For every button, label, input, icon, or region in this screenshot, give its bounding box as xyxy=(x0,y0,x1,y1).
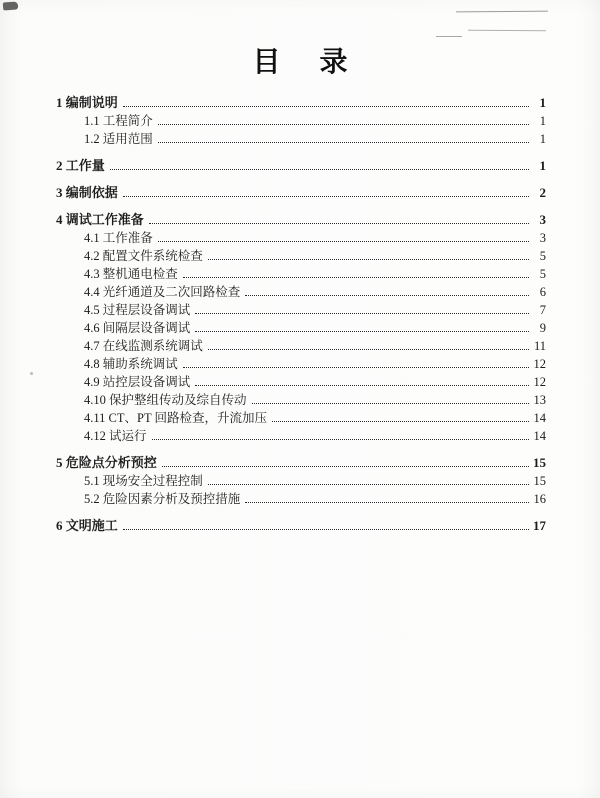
dot-leader xyxy=(208,259,529,260)
toc-entry xyxy=(56,184,546,202)
toc-entry xyxy=(56,229,546,247)
toc-entry-label: 4.12 试运行 xyxy=(84,429,147,443)
toc-entry-label: 4 调试工作准备 xyxy=(56,212,144,227)
toc-entry-page-number: 1 xyxy=(539,95,546,110)
toc-entry xyxy=(56,94,546,112)
toc-entry xyxy=(56,454,546,472)
toc-entry-label: 6 文明施工 xyxy=(56,518,118,533)
scan-artifact xyxy=(3,1,19,10)
toc-entry-page-number: 13 xyxy=(533,393,546,407)
dot-leader xyxy=(158,241,529,242)
toc-entry xyxy=(56,301,546,319)
toc-entry-label: 4.6 间隔层设备调试 xyxy=(84,321,191,335)
toc-entry-label: 4.3 整机通电检查 xyxy=(84,267,178,281)
toc-entry-label: 4.2 配置文件系统检查 xyxy=(84,249,203,263)
toc-entry xyxy=(56,472,546,490)
toc-entry xyxy=(56,391,546,409)
toc-entry-label: 4.7 在线监测系统调试 xyxy=(84,339,203,353)
toc-entry-page-number: 5 xyxy=(539,249,546,263)
dot-leader xyxy=(152,439,529,440)
page-title: 目 录 xyxy=(252,47,364,78)
toc-list xyxy=(56,94,546,535)
toc-entry-label: 3 编制依据 xyxy=(56,185,118,200)
toc-entry xyxy=(56,319,546,337)
toc-entry-page-number: 15 xyxy=(533,474,546,488)
toc-entry-page-number: 6 xyxy=(539,285,546,299)
dot-leader xyxy=(252,403,529,404)
toc-entry-page-number: 1 xyxy=(539,158,546,173)
toc-entry-page-number: 12 xyxy=(533,375,546,389)
dot-leader xyxy=(123,196,529,197)
dot-leader xyxy=(208,484,529,485)
toc-entry-label: 5.1 现场安全过程控制 xyxy=(84,474,203,488)
toc-entry xyxy=(56,409,546,427)
dot-leader xyxy=(158,142,529,143)
dot-leader xyxy=(162,466,529,467)
toc-entry xyxy=(56,517,546,535)
scan-artifact xyxy=(436,36,462,37)
toc-entry-page-number: 5 xyxy=(539,267,546,281)
toc-entry-page-number: 2 xyxy=(539,185,546,200)
toc-entry-label: 4.10 保护整组传动及综自传动 xyxy=(84,393,247,407)
toc-entry-label: 2 工作量 xyxy=(56,158,105,173)
dot-leader xyxy=(149,223,529,224)
toc-entry-label: 1.1 工程简介 xyxy=(84,114,153,128)
dot-leader xyxy=(195,313,529,314)
toc-entry xyxy=(56,337,546,355)
toc-entry-label: 4.9 站控层设备调试 xyxy=(84,375,191,389)
toc-entry-page-number: 14 xyxy=(533,429,546,443)
dot-leader xyxy=(123,106,529,107)
dot-leader xyxy=(110,169,529,170)
toc-entry-label: 4.4 光纤通道及二次回路检查 xyxy=(84,285,241,299)
toc-entry-page-number: 15 xyxy=(533,455,546,470)
toc-entry-page-number: 9 xyxy=(539,321,546,335)
toc-entry xyxy=(56,490,546,508)
toc-entry-label: 4.8 辅助系统调试 xyxy=(84,357,178,371)
toc-entry-page-number: 1 xyxy=(539,114,546,128)
toc-entry-page-number: 12 xyxy=(533,357,546,371)
toc-entry-label: 5.2 危险因素分析及预控措施 xyxy=(84,492,241,506)
toc-entry-page-number: 3 xyxy=(539,212,546,227)
toc-entry-label: 5 危险点分析预控 xyxy=(56,455,157,470)
toc-entry xyxy=(56,211,546,229)
toc-entry-label: 4.1 工作准备 xyxy=(84,231,153,245)
dot-leader xyxy=(245,295,529,296)
toc-entry xyxy=(56,355,546,373)
dot-leader xyxy=(245,502,529,503)
dot-leader xyxy=(183,367,529,368)
dot-leader xyxy=(195,331,529,332)
toc-entry-page-number: 17 xyxy=(533,518,546,533)
toc-entry-label: 1.2 适用范围 xyxy=(84,132,153,146)
toc-entry xyxy=(56,427,546,445)
toc-entry xyxy=(56,247,546,265)
dot-leader xyxy=(208,349,529,350)
toc-entry xyxy=(56,265,546,283)
toc-entry-page-number: 7 xyxy=(539,303,546,317)
toc-entry-page-number: 1 xyxy=(539,132,546,146)
dot-leader xyxy=(183,277,529,278)
toc-entry-page-number: 16 xyxy=(533,492,546,506)
dot-leader xyxy=(158,124,529,125)
toc-entry xyxy=(56,112,546,130)
toc-entry xyxy=(56,373,546,391)
toc-entry-page-number: 3 xyxy=(539,231,546,245)
dot-leader xyxy=(195,385,529,386)
toc-entry xyxy=(56,130,546,148)
toc-entry-page-number: 11 xyxy=(533,339,546,353)
scan-artifact xyxy=(30,372,33,375)
dot-leader xyxy=(123,529,529,530)
dot-leader xyxy=(272,421,529,422)
toc-entry-label: 4.11 CT、PT 回路检查，升流加压 xyxy=(84,411,267,425)
toc-entry-label: 1 编制说明 xyxy=(56,95,118,110)
toc-entry-label: 4.5 过程层设备调试 xyxy=(84,303,191,317)
toc-entry xyxy=(56,283,546,301)
toc-entry-page-number: 14 xyxy=(533,411,546,425)
toc-entry xyxy=(56,157,546,175)
